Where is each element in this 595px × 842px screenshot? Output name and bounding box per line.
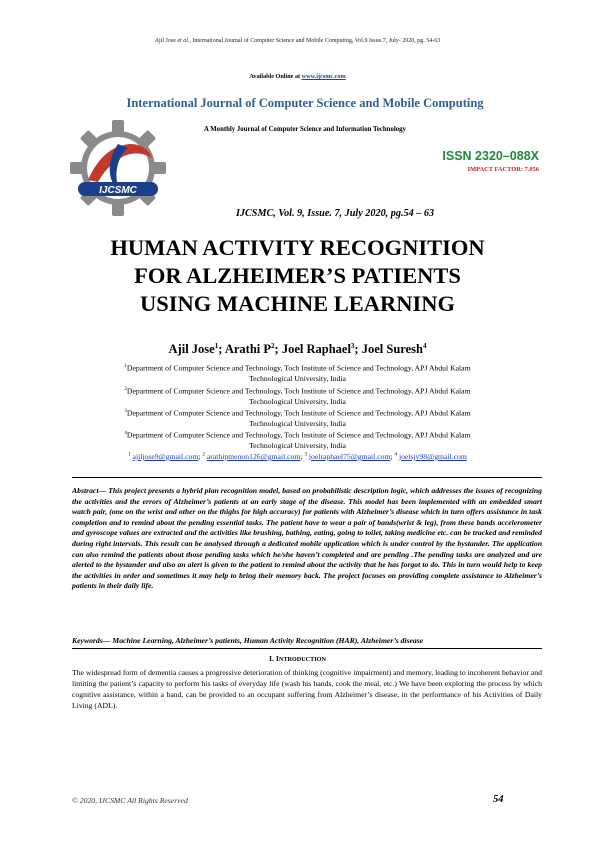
email-link[interactable]: ajiljose9@gmail.com: [132, 452, 199, 461]
footer-copyright: © 2020, IJCSMC All Rights Reserved: [72, 796, 188, 805]
keywords: Keywords— Machine Learning, Alzheimer’s patients, Human Activity Recognition (HAR), Alzheimer’s disease: [72, 636, 424, 645]
affiliation: $^2$Department of Computer Science and Technology, Toch Institute of Science and Technology, APJ Abdul Kalam Technological University, India: [124, 386, 471, 406]
logo-text: IJCSMC: [99, 185, 137, 196]
authors: Ajil Jose$^1$; Arathi $P^2$; Joel Raphael$^3$; Joel Suresh$^4$: [168, 342, 427, 357]
title-line: HUMAN ACTIVITY RECOGNITION: [110, 235, 485, 260]
page-number: 54: [493, 794, 504, 805]
title-line: FOR ALZHEIMER’S PATIENTS: [134, 263, 461, 288]
journal-tagline: A Monthly Journal of Computer Science and Information Technology: [204, 126, 406, 133]
ijcsmc-logo: [68, 118, 168, 218]
intro-paragraph: The widespread form of dementia causes a progressive deterioration of thinking (cognitive impairment) and memory, leading to incoherent behavior and limiting the patient’s capacity to perform his tasks of everyday life (wash his hands, cook the meal, etc.) We have been exploring the process by which cognitive assistance, within a band, can be provided to an occupant suffering from Alzheimer’s disease, in the performance of his Activities of Daily Living (ADL).: [72, 668, 542, 710]
available-online: Available Online at www.ijcsmc.com: [249, 73, 346, 80]
affiliation: $^1$Department of Computer Science and Technology, Toch Institute of Science and Technology, APJ Abdul Kalam Technological University, India: [124, 363, 471, 383]
author-name: Arathi P: [224, 342, 272, 357]
running-header: Ajil Jose et al., International Journal of Computer Science and Mobile Computing, Vol.9 Issue.7, July- 2020, pg. 54-63: [154, 38, 441, 44]
author-emails: $^1$ ajiljose9@gmail.com; $^2$ arathipmenon126@gmail.com; $^3$ joelraphael75@gmail.com; $^4$ joelsjv98@gmail.com: [128, 452, 467, 461]
divider: [72, 648, 542, 649]
paper-title: [0, 234, 595, 318]
email-link[interactable]: joelraphael75@gmail.com: [308, 452, 391, 461]
author-name: Joel Suresh: [361, 342, 423, 357]
title-line: USING MACHINE LEARNING: [139, 291, 456, 316]
author-name: Joel Raphael: [281, 342, 351, 357]
journal-url-link[interactable]: www.ijcsmc.com: [301, 73, 346, 80]
divider: [72, 477, 542, 478]
section-heading: I. INTRODUCTION: [269, 654, 326, 663]
citation: IJCSMC, Vol. 9, Issue. 7, July 2020, pg.54 – 63: [235, 208, 435, 219]
impact-factor: IMPACT FACTOR: 7.056: [467, 166, 539, 173]
email-link[interactable]: joelsjv98@gmail.com: [398, 452, 467, 461]
author-name: Ajil Jose: [168, 342, 215, 357]
issn: ISSN 2320–088X: [442, 149, 539, 163]
affiliation: $^3$Department of Computer Science and Technology, Toch Institute of Science and Technology, APJ Abdul Kalam Technological University, India: [124, 408, 471, 428]
gear-icon: [70, 120, 166, 216]
affiliation: $^4$Department of Computer Science and Technology, Toch Institute of Science and Technology, APJ Abdul Kalam Technological University, India: [124, 430, 471, 450]
abstract: Abstract— This project presents a hybrid plan recognition model, based on probabilistic description logic, which addresses the issues of recognizing the activities and the errors of Alzheimer’s patients at an early stage of the disease. This model has been implemented with an embedded smart watch pair, (one on the wrist and other on the thighs for high accuracy) for patients with Alzheimer’s disease which in turn offers assistance in task completion and to remind about the pending essential tasks. The patient have to wear a pair of bands(wrist & leg), from these bands accelerometer and gyroscope values are extracted and the activities like brushing, bathing, eating, going to toilet, taking medicine etc. can be tracked and reminded during right intervals. This result can be analysed through a dedicated mobile application which is under control by the bystander. The application can also remind the patients about those pending tasks which he/she haven’t completed and are pending .The pending tasks are analyzed and are alerted to the bystander and also an alert is given to the patient to remind about the activity that he has forgot to do. This in turn would help to keep the activities in order and sometimes it may help to bring their memory back. The project focuses on providing complete assistance to Alzheimer’s patients in their daily life.: [72, 486, 542, 591]
journal-name: International Journal of Computer Science and Mobile Computing: [126, 96, 484, 110]
email-link[interactable]: arathipmenon126@gmail.com: [206, 452, 301, 461]
